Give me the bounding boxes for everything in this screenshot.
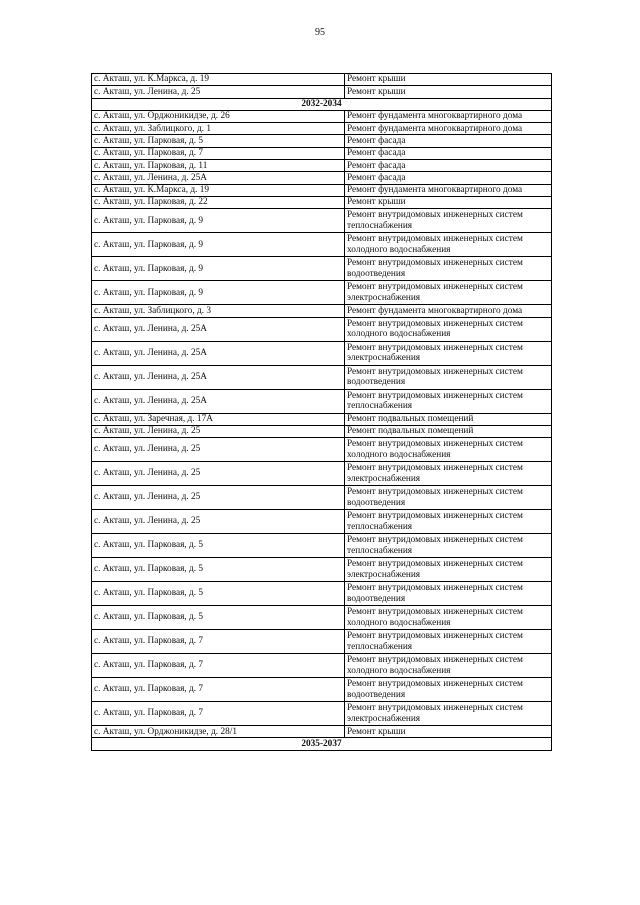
table-row [92, 486, 552, 510]
address-cell: с. Акташ, ул. Парковая, д. 5 [92, 606, 345, 630]
address-cell: с. Акташ, ул. Заблицкого, д. 3 [92, 305, 345, 317]
address-cell: с. Акташ, ул. Орджоникидзе, д. 26 [92, 110, 345, 122]
address-cell: с. Акташ, ул. Парковая, д. 5 [92, 582, 345, 606]
table-row [92, 257, 552, 281]
period-header-row [92, 98, 552, 110]
work-type-cell: Ремонт фундамента многоквартирного дома [345, 110, 552, 122]
table-row [92, 110, 552, 122]
address-cell: с. Акташ, ул. Ленина, д. 25 [92, 510, 345, 534]
address-cell: с. Акташ, ул. Парковая, д. 7 [92, 702, 345, 726]
work-type-cell: Ремонт фундамента многоквартирного дома [345, 123, 552, 135]
period-label: 2035-2037 [92, 738, 552, 750]
work-type-cell: Ремонт внутридомовых инженерных систем холодного водоснабжения [345, 438, 552, 462]
work-type-cell: Ремонт внутридомовых инженерных систем электроснабжения [345, 281, 552, 305]
table-body [92, 74, 552, 751]
work-type-cell: Ремонт крыши [345, 74, 552, 86]
address-cell: с. Акташ, ул. К.Маркса, д. 19 [92, 74, 345, 86]
address-cell: с. Акташ, ул. К.Маркса, д. 19 [92, 184, 345, 196]
work-type-cell: Ремонт внутридомовых инженерных систем электроснабжения [345, 702, 552, 726]
address-cell: с. Акташ, ул. Парковая, д. 9 [92, 281, 345, 305]
repair-schedule-table [91, 73, 552, 751]
table-row [92, 233, 552, 257]
address-cell: с. Акташ, ул. Парковая, д. 5 [92, 558, 345, 582]
table-row [92, 365, 552, 389]
address-cell: с. Акташ, ул. Парковая, д. 22 [92, 196, 345, 208]
work-type-cell: Ремонт фасада [345, 135, 552, 147]
address-cell: с. Акташ, ул. Парковая, д. 5 [92, 534, 345, 558]
table-row [92, 582, 552, 606]
table-row [92, 462, 552, 486]
table-row [92, 160, 552, 172]
address-cell: с. Акташ, ул. Парковая, д. 9 [92, 209, 345, 233]
work-type-cell: Ремонт внутридомовых инженерных систем электроснабжения [345, 558, 552, 582]
table-row [92, 678, 552, 702]
work-type-cell: Ремонт внутридомовых инженерных систем теплоснабжения [345, 389, 552, 413]
table-row [92, 123, 552, 135]
work-type-cell: Ремонт внутридомовых инженерных систем теплоснабжения [345, 630, 552, 654]
table-row [92, 341, 552, 365]
address-cell: с. Акташ, ул. Парковая, д. 9 [92, 257, 345, 281]
address-cell: с. Акташ, ул. Ленина, д. 25 [92, 438, 345, 462]
address-cell: с. Акташ, ул. Парковая, д. 11 [92, 160, 345, 172]
table-row [92, 281, 552, 305]
table-row [92, 147, 552, 159]
work-type-cell: Ремонт внутридомовых инженерных систем водоотведения [345, 486, 552, 510]
work-type-cell: Ремонт внутридомовых инженерных систем водоотведения [345, 257, 552, 281]
table-row [92, 209, 552, 233]
address-cell: с. Акташ, ул. Парковая, д. 7 [92, 630, 345, 654]
table-row [92, 172, 552, 184]
address-cell: с. Акташ, ул. Парковая, д. 7 [92, 678, 345, 702]
address-cell: с. Акташ, ул. Ленина, д. 25А [92, 341, 345, 365]
table-row [92, 510, 552, 534]
work-type-cell: Ремонт внутридомовых инженерных систем холодного водоснабжения [345, 233, 552, 257]
address-cell: с. Акташ, ул. Ленина, д. 25 [92, 425, 345, 437]
work-type-cell: Ремонт фасада [345, 172, 552, 184]
work-type-cell: Ремонт крыши [345, 726, 552, 738]
table-row [92, 654, 552, 678]
period-header-row [92, 738, 552, 750]
address-cell: с. Акташ, ул. Ленина, д. 25А [92, 389, 345, 413]
work-type-cell: Ремонт внутридомовых инженерных систем холодного водоснабжения [345, 606, 552, 630]
table-row [92, 184, 552, 196]
address-cell: с. Акташ, ул. Парковая, д. 7 [92, 147, 345, 159]
work-type-cell: Ремонт внутридомовых инженерных систем теплоснабжения [345, 534, 552, 558]
work-type-cell: Ремонт фасада [345, 147, 552, 159]
period-label: 2032-2034 [92, 98, 552, 110]
work-type-cell: Ремонт крыши [345, 196, 552, 208]
table-row [92, 135, 552, 147]
address-cell: с. Акташ, ул. Ленина, д. 25А [92, 365, 345, 389]
address-cell: с. Акташ, ул. Заречная, д. 17А [92, 413, 345, 425]
table-row [92, 726, 552, 738]
address-cell: с. Акташ, ул. Ленина, д. 25 [92, 86, 345, 98]
work-type-cell: Ремонт фундамента многоквартирного дома [345, 305, 552, 317]
address-cell: с. Акташ, ул. Парковая, д. 5 [92, 135, 345, 147]
work-type-cell: Ремонт внутридомовых инженерных систем холодного водоснабжения [345, 654, 552, 678]
work-type-cell: Ремонт внутридомовых инженерных систем водоотведения [345, 678, 552, 702]
work-type-cell: Ремонт внутридомовых инженерных систем теплоснабжения [345, 510, 552, 534]
address-cell: с. Акташ, ул. Ленина, д. 25 [92, 462, 345, 486]
table-row [92, 389, 552, 413]
table-row [92, 702, 552, 726]
table-row [92, 413, 552, 425]
table-row [92, 317, 552, 341]
table-row [92, 74, 552, 86]
work-type-cell: Ремонт внутридомовых инженерных систем теплоснабжения [345, 209, 552, 233]
work-type-cell: Ремонт внутридомовых инженерных систем холодного водоснабжения [345, 317, 552, 341]
table-row [92, 630, 552, 654]
table-row [92, 438, 552, 462]
work-type-cell: Ремонт внутридомовых инженерных систем электроснабжения [345, 341, 552, 365]
address-cell: с. Акташ, ул. Ленина, д. 25А [92, 317, 345, 341]
work-type-cell: Ремонт внутридомовых инженерных систем водоотведения [345, 365, 552, 389]
address-cell: с. Акташ, ул. Орджоникидзе, д. 28/1 [92, 726, 345, 738]
work-type-cell: Ремонт фундамента многоквартирного дома [345, 184, 552, 196]
table-row [92, 305, 552, 317]
work-type-cell: Ремонт крыши [345, 86, 552, 98]
address-cell: с. Акташ, ул. Заблицкого, д. 1 [92, 123, 345, 135]
address-cell: с. Акташ, ул. Ленина, д. 25А [92, 172, 345, 184]
address-cell: с. Акташ, ул. Парковая, д. 9 [92, 233, 345, 257]
work-type-cell: Ремонт внутридомовых инженерных систем электроснабжения [345, 462, 552, 486]
address-cell: с. Акташ, ул. Ленина, д. 25 [92, 486, 345, 510]
table-row [92, 196, 552, 208]
address-cell: с. Акташ, ул. Парковая, д. 7 [92, 654, 345, 678]
work-type-cell: Ремонт внутридомовых инженерных систем водоотведения [345, 582, 552, 606]
table-row [92, 534, 552, 558]
table-row [92, 558, 552, 582]
table-row [92, 86, 552, 98]
page-number: 95 [315, 27, 325, 38]
table-row [92, 425, 552, 437]
work-type-cell: Ремонт подвальных помещений [345, 413, 552, 425]
table-row [92, 606, 552, 630]
work-type-cell: Ремонт подвальных помещений [345, 425, 552, 437]
work-type-cell: Ремонт фасада [345, 160, 552, 172]
